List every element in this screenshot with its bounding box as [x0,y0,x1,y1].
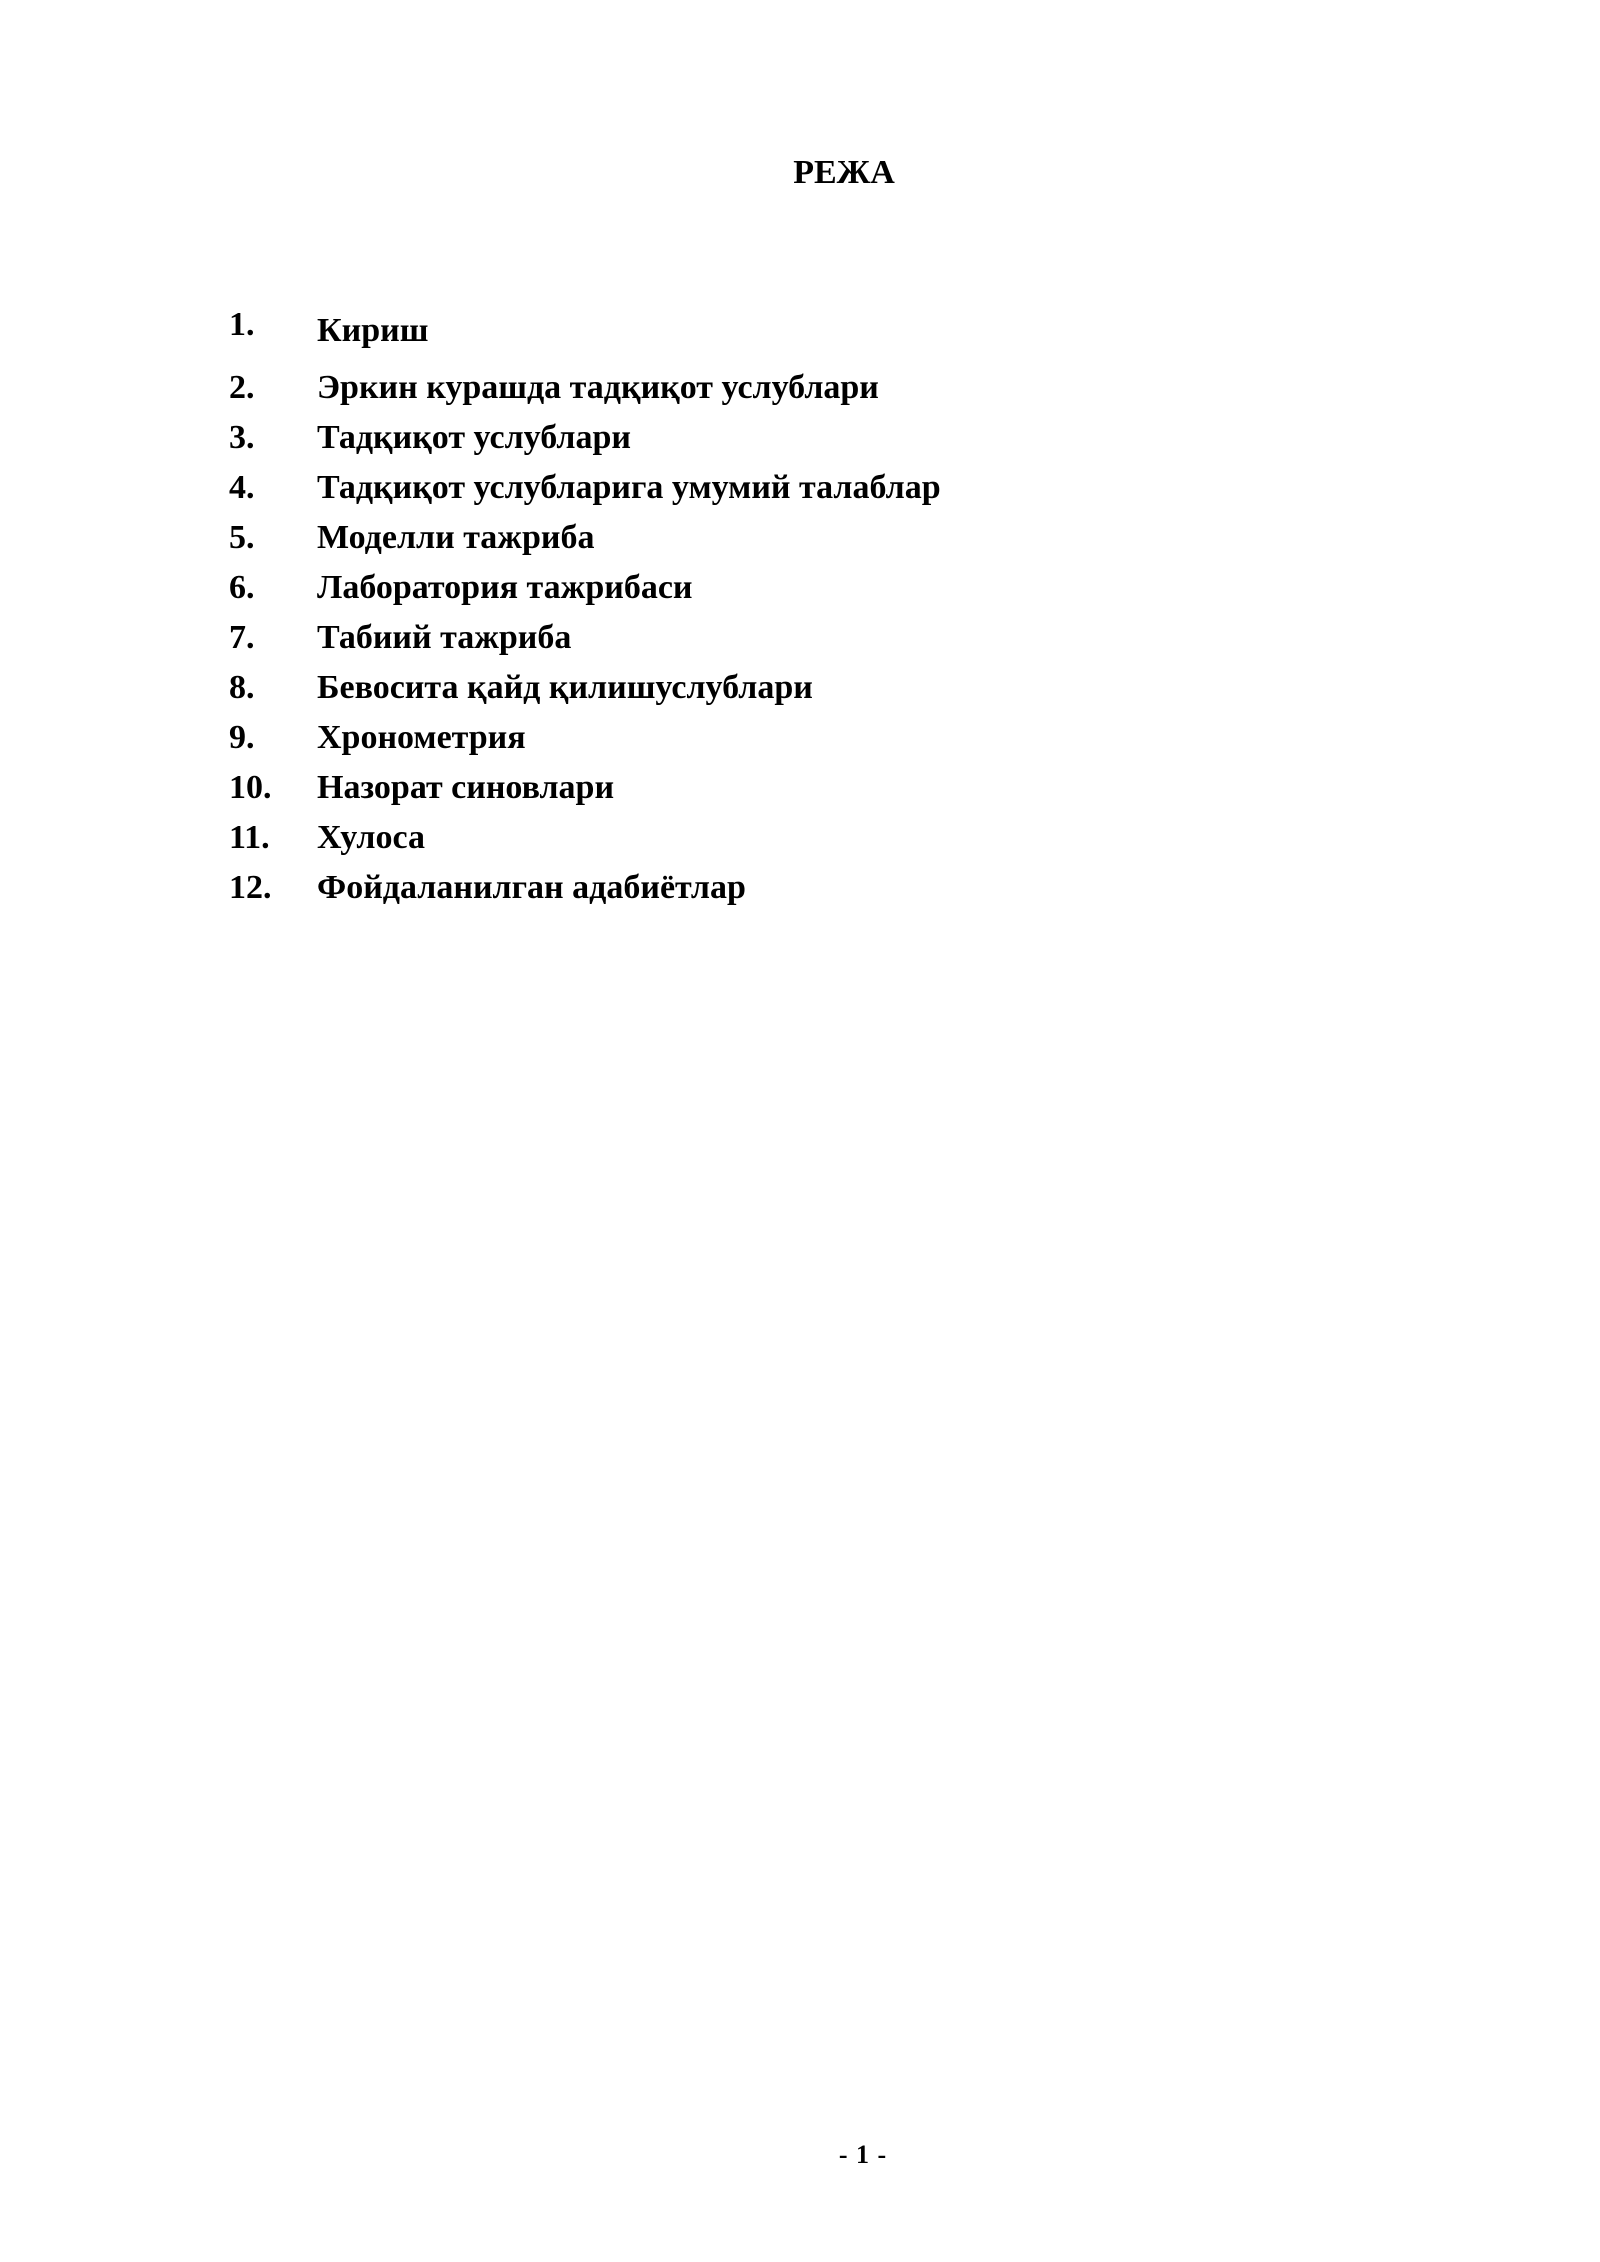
toc-item-text: Табиий тажриба [317,619,572,656]
toc-item-number: 6. [229,569,255,606]
page-title: РЕЖА [793,154,895,191]
toc-item-text: Лаборатория тажрибаси [317,569,693,606]
toc-item-number: 10. [229,769,272,806]
toc-item-text: Фойдаланилган адабиётлар [317,869,746,906]
toc-item-text: Назорат синовлари [317,769,615,806]
toc-item-number: 12. [229,869,272,906]
toc-item-text: Хронометрия [317,719,526,756]
toc-item-number: 2. [229,369,255,406]
toc-item-text: Бевосита қайд қилишуслублари [317,669,813,706]
toc-item-text: Кириш [317,312,429,349]
toc-item-number: 9. [229,719,255,756]
toc-item-number: 7. [229,619,255,656]
toc-item-text: Хулоса [317,819,425,856]
toc-item-text: Тадқиқот услублари [317,419,631,456]
toc-item-number: 1. [229,306,255,343]
toc-item-text: Моделли тажриба [317,519,595,556]
toc-item-number: 4. [229,469,255,506]
page-number: - 1 - [838,2140,888,2169]
toc-item-text: Эркин курашда тадқиқот услублари [317,369,879,406]
toc-item-number: 11. [229,819,270,856]
toc-item-number: 8. [229,669,255,706]
toc-item-number: 3. [229,419,255,456]
toc-item-number: 5. [229,519,255,556]
toc-item-text: Тадқиқот услубларига умумий талаблар [317,469,941,506]
